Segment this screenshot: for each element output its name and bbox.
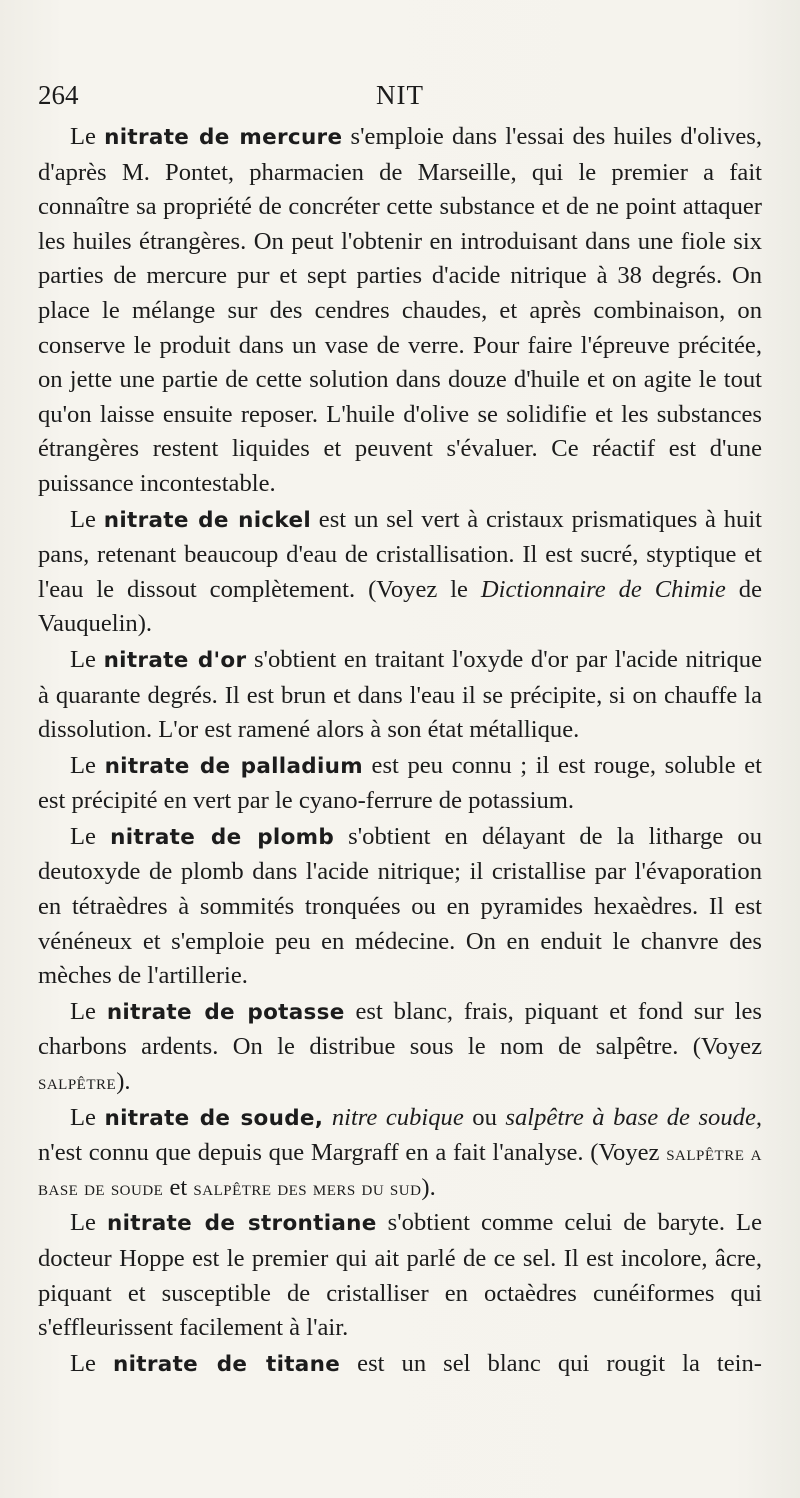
entry-nitrate-de-mercure bbox=[38, 120, 762, 502]
synonym: salpêtre à base de soude, bbox=[505, 1103, 763, 1131]
book-title: Dictionnaire de Chimie bbox=[480, 575, 726, 603]
entry-nitrate-de-soude bbox=[38, 1101, 762, 1206]
synonym: nitre cubique bbox=[331, 1103, 464, 1131]
lead-word: Le bbox=[70, 997, 96, 1025]
lead-word: Le bbox=[70, 1103, 96, 1131]
entry-term: nitrate de soude, bbox=[104, 1105, 324, 1131]
entry-term: nitrate de titane bbox=[113, 1351, 341, 1377]
entry-term: nitrate d'or bbox=[103, 647, 247, 673]
entry-nitrate-d-or bbox=[38, 643, 762, 748]
entry-text: est peu connu ; il est rouge, soluble et est précipité en vert par le cyano-ferrure de potassium. bbox=[38, 751, 763, 815]
lead-word: Le bbox=[70, 123, 96, 150]
entry-term: nitrate de palladium bbox=[104, 753, 363, 779]
entry-text: est un sel vert à cristaux prismatiques à huit pans, retenant beaucoup d'eau de cristallisation. Il est sucré, styptique et l'eau le dissout complètement. (Voyez le bbox=[38, 505, 762, 603]
entry-text bbox=[323, 1104, 332, 1131]
entry-nitrate-de-strontiane bbox=[38, 1206, 762, 1345]
entry-nitrate-de-palladium bbox=[38, 749, 762, 819]
entry-text: n'est connu que depuis que Margraff en a fait l'analyse. (Voyez bbox=[38, 1139, 667, 1167]
entry-nitrate-de-titane bbox=[38, 1347, 762, 1383]
entry-text: ). bbox=[421, 1173, 436, 1201]
entry-term: nitrate de strontiane bbox=[106, 1211, 377, 1237]
entry-text: s'obtient en traitant l'oxyde d'or par l'acide nitrique à quarante degrés. Il est brun et dans l'eau il se précipite, si on chauffe la dissolution. L'or est ramené alors à son état métallique. bbox=[38, 645, 762, 744]
lead-word: Le bbox=[70, 822, 96, 850]
lead-word: Le bbox=[70, 1209, 96, 1237]
entry-text: s'obtient comme celui de baryte. Le docteur Hoppe est le premier qui ait parlé de ce sel. Il est incolore, âcre, piquant et susceptible de cristalliser en octaèdres cunéiformes qui s'effleurissent facilement à l'air. bbox=[38, 1209, 762, 1342]
running-head: NIT bbox=[376, 80, 424, 110]
page-header bbox=[38, 80, 762, 120]
lead-word: Le bbox=[70, 505, 96, 533]
page-number: 264 bbox=[38, 80, 79, 110]
cross-reference: salpêtre bbox=[38, 1070, 117, 1095]
entry-term: nitrate de plomb bbox=[110, 824, 335, 850]
entry-nitrate-de-nickel bbox=[38, 503, 762, 642]
entry-term: nitrate de potasse bbox=[106, 999, 345, 1025]
entry-text: et bbox=[163, 1173, 194, 1201]
cross-reference: salpêtre a base de soude bbox=[38, 1141, 762, 1200]
entry-text: ). bbox=[116, 1068, 131, 1096]
body-text bbox=[38, 120, 762, 1382]
cross-reference: salpêtre des mers du sud bbox=[193, 1175, 422, 1200]
lead-word: Le bbox=[70, 751, 96, 779]
entry-text: est un sel blanc qui rougit la tein- bbox=[340, 1349, 762, 1377]
entry-term: nitrate de mercure bbox=[104, 125, 343, 150]
entry-text: de Vauquelin). bbox=[38, 575, 762, 638]
entry-nitrate-de-potasse bbox=[38, 995, 762, 1100]
entry-text: s'emploie dans l'essai des huiles d'olives, d'après M. Pontet, pharmacien de Marseille, qui le premier a fait connaître sa propriété de concréter cette substance et de ne point attaquer les huiles étrangères. On peut l'obtenir en introduisant dans une fiole six parties de mercure pur et sept parties d'acide nitrique à 38 degrés. On place le mélange sur des cendres chaudes, et après combinaison, on conserve le produit dans un vase de verre. Pour faire l'épreuve précitée, on jette une partie de cette solution dans douze d'huile et on agite le tout qu'on laisse ensuite reposer. L'huile d'olive se solidifie et les substances étrangères restent liquides et peuvent s'évaluer. Ce réactif est d'une puissance incontestable. bbox=[38, 123, 763, 497]
lead-word: Le bbox=[70, 645, 96, 673]
entry-nitrate-de-plomb bbox=[38, 820, 762, 994]
entry-term: nitrate de nickel bbox=[103, 507, 312, 533]
entry-text: est blanc, frais, piquant et fond sur les charbons ardents. On le distribue sous le nom de salpêtre. (Voyez bbox=[38, 997, 762, 1061]
entry-text: s'obtient en délayant de la litharge ou deutoxyde de plomb dans l'acide nitrique; il cristallise par l'évaporation en tétraèdres à sommités tronquées ou en pyramides hexaèdres. Il est vénéneux et s'emploie peu en médecine. On en enduit le chanvre des mèches de l'artillerie. bbox=[38, 822, 762, 990]
lead-word: Le bbox=[70, 1349, 96, 1377]
entry-text: ou bbox=[463, 1103, 506, 1131]
